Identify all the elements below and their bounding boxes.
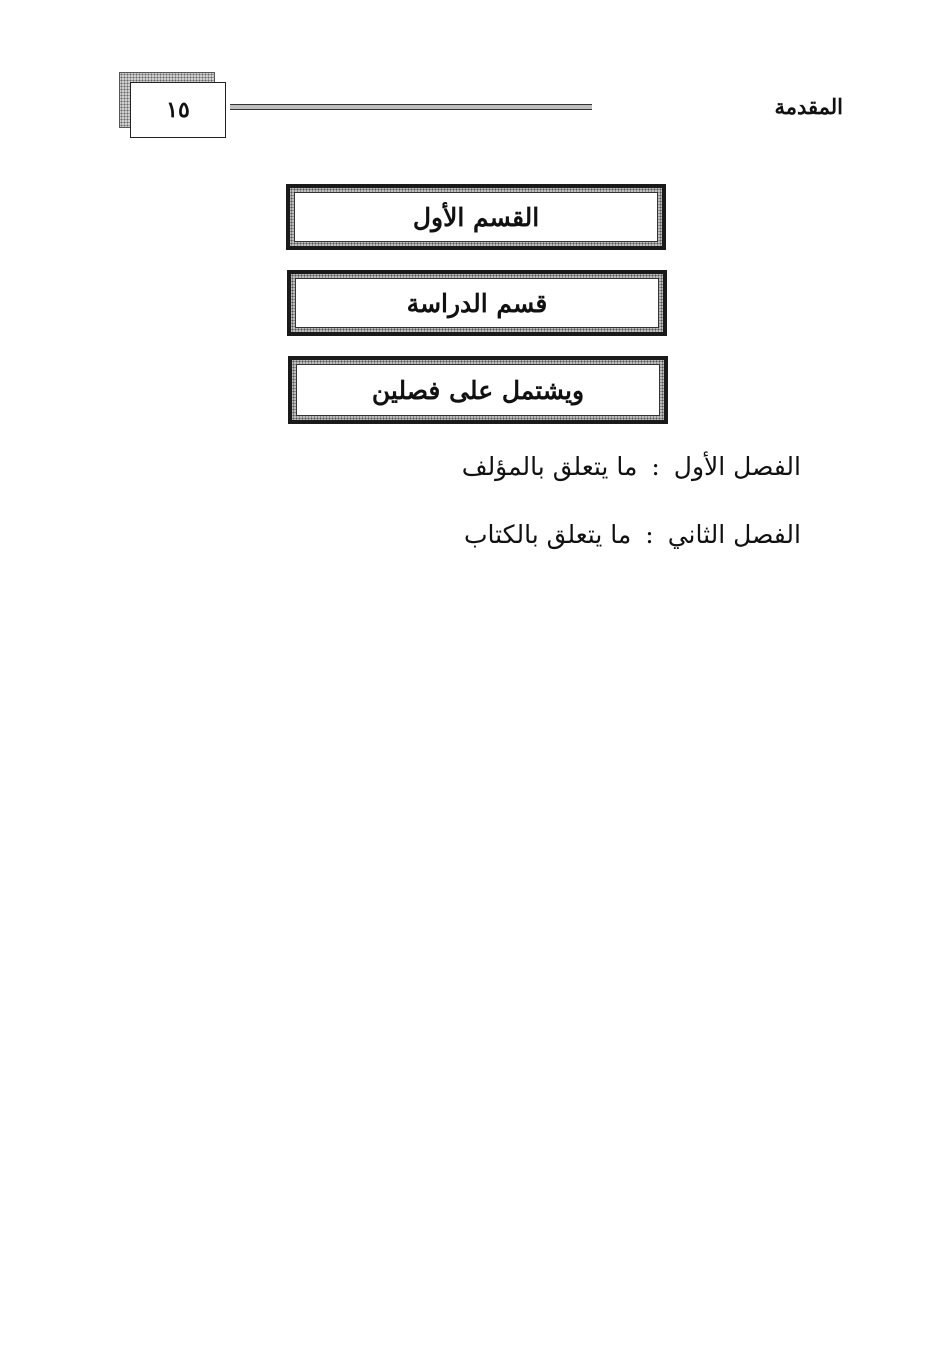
section-title: القسم الأول [294, 192, 658, 242]
section-subtitle-frame [287, 270, 667, 336]
section-contents-note: ويشتمل على فصلين [296, 364, 660, 416]
page-number: ١٥ [130, 82, 226, 138]
running-head: المقدمة [774, 94, 843, 119]
chapter-text: ما يتعلق بالكتاب [463, 520, 632, 549]
chapter-separator: : [645, 520, 654, 549]
chapter-entry [464, 520, 801, 550]
section-subtitle: قسم الدراسة [295, 278, 659, 328]
section-contents-frame [288, 356, 668, 424]
chapter-text: ما يتعلق بالمؤلف [461, 452, 638, 481]
chapter-entry [462, 452, 801, 482]
section-title-frame [286, 184, 666, 250]
chapter-label: الفصل الثاني [667, 520, 801, 549]
chapter-separator: : [651, 452, 660, 481]
chapter-label: الفصل الأول [673, 452, 801, 481]
header-rule [230, 104, 592, 110]
